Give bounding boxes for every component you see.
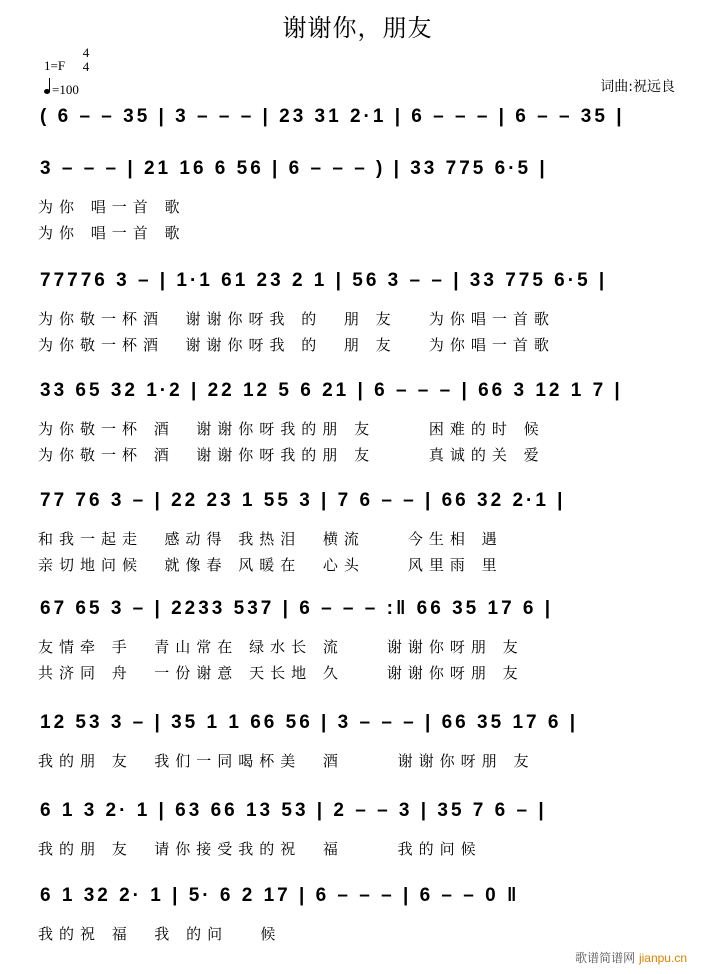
notes-line: ( 6 – – 35 | 3 – – – | 23 31 2·1 | 6 – – – | 6 – – 35 | xyxy=(40,106,625,127)
lyrics-line: 共济同 舟 一份谢意 天长地 久 谢谢你呀朋 友 xyxy=(38,664,524,682)
notes-line: 77776 3 – | 1·1 61 23 2 1 | 56 3 – – | 33 775 6·5 | xyxy=(40,270,608,291)
notes-line: 12 53 3 – | 35 1 1 66 56 | 3 – – – | 66 35 17 6 | xyxy=(40,712,579,733)
quarter-note-icon xyxy=(44,89,50,94)
lyrics-line: 为你 唱一首 歌 xyxy=(38,198,186,216)
notes-line: 6 1 32 2· 1 | 5· 6 2 17 | 6 – – – | 6 – – 0 ‖ xyxy=(40,885,520,906)
lyrics-line: 我的朋 友 我们一同喝杯美 酒 谢谢你呀朋 友 xyxy=(38,752,535,770)
lyrics-line: 我的祝 福 我 的问 候 xyxy=(38,925,282,943)
tempo-value: =100 xyxy=(52,82,79,97)
notes-line: 67 65 3 – | 2233 537 | 6 – – – :‖ 66 35 17 6 | xyxy=(40,598,554,619)
lyrics-line: 为你敬一杯 酒 谢谢你呀我的朋 友 真诚的关 爱 xyxy=(38,446,545,464)
notes-line: 3 – – – | 21 16 6 56 | 6 – – – ) | 33 775 6·5 | xyxy=(40,158,548,179)
lyrics-line: 友情牵 手 青山常在 绿水长 流 谢谢你呀朋 友 xyxy=(38,638,524,656)
key-signature: 1=F xyxy=(44,58,66,73)
lyrics-line: 为你敬一杯酒 谢谢你呀我 的 朋 友 为你唱一首歌 xyxy=(38,336,555,354)
watermark-cn: 歌谱简谱网 xyxy=(575,951,636,965)
lyrics-line: 亲切地问候 就像春 风暖在 心头 风里雨 里 xyxy=(38,556,503,574)
time-signature-top: 4 xyxy=(82,45,90,60)
lyrics-line: 为你敬一杯 酒 谢谢你呀我的朋 友 困难的时 候 xyxy=(38,420,545,438)
tempo-marking xyxy=(44,82,79,98)
lyrics-line: 我的朋 友 请你接受我的祝 福 我的问候 xyxy=(38,840,482,858)
time-signature xyxy=(80,46,92,74)
watermark xyxy=(575,949,687,966)
composer-credit: 词曲:祝远良 xyxy=(600,79,675,95)
lyrics-line: 为你敬一杯酒 谢谢你呀我 的 朋 友 为你唱一首歌 xyxy=(38,310,555,328)
notes-line: 77 76 3 – | 22 23 1 55 3 | 7 6 – – | 66 32 2·1 | xyxy=(40,490,566,511)
lyrics-line: 为你 唱一首 歌 xyxy=(38,224,186,242)
time-signature-bottom: 4 xyxy=(82,59,90,74)
notes-line: 33 65 32 1·2 | 22 12 5 6 21 | 6 – – – | 66 3 12 1 7 | xyxy=(40,380,623,401)
lyrics-line: 和我一起走 感动得 我热泪 横流 今生相 遇 xyxy=(38,530,503,548)
notes-line: 6 1 3 2· 1 | 63 66 13 53 | 2 – – 3 | 35 7 6 – | xyxy=(40,800,547,821)
song-title: 谢谢你，朋友 xyxy=(282,14,433,42)
watermark-site: jianpu.cn xyxy=(638,951,687,965)
